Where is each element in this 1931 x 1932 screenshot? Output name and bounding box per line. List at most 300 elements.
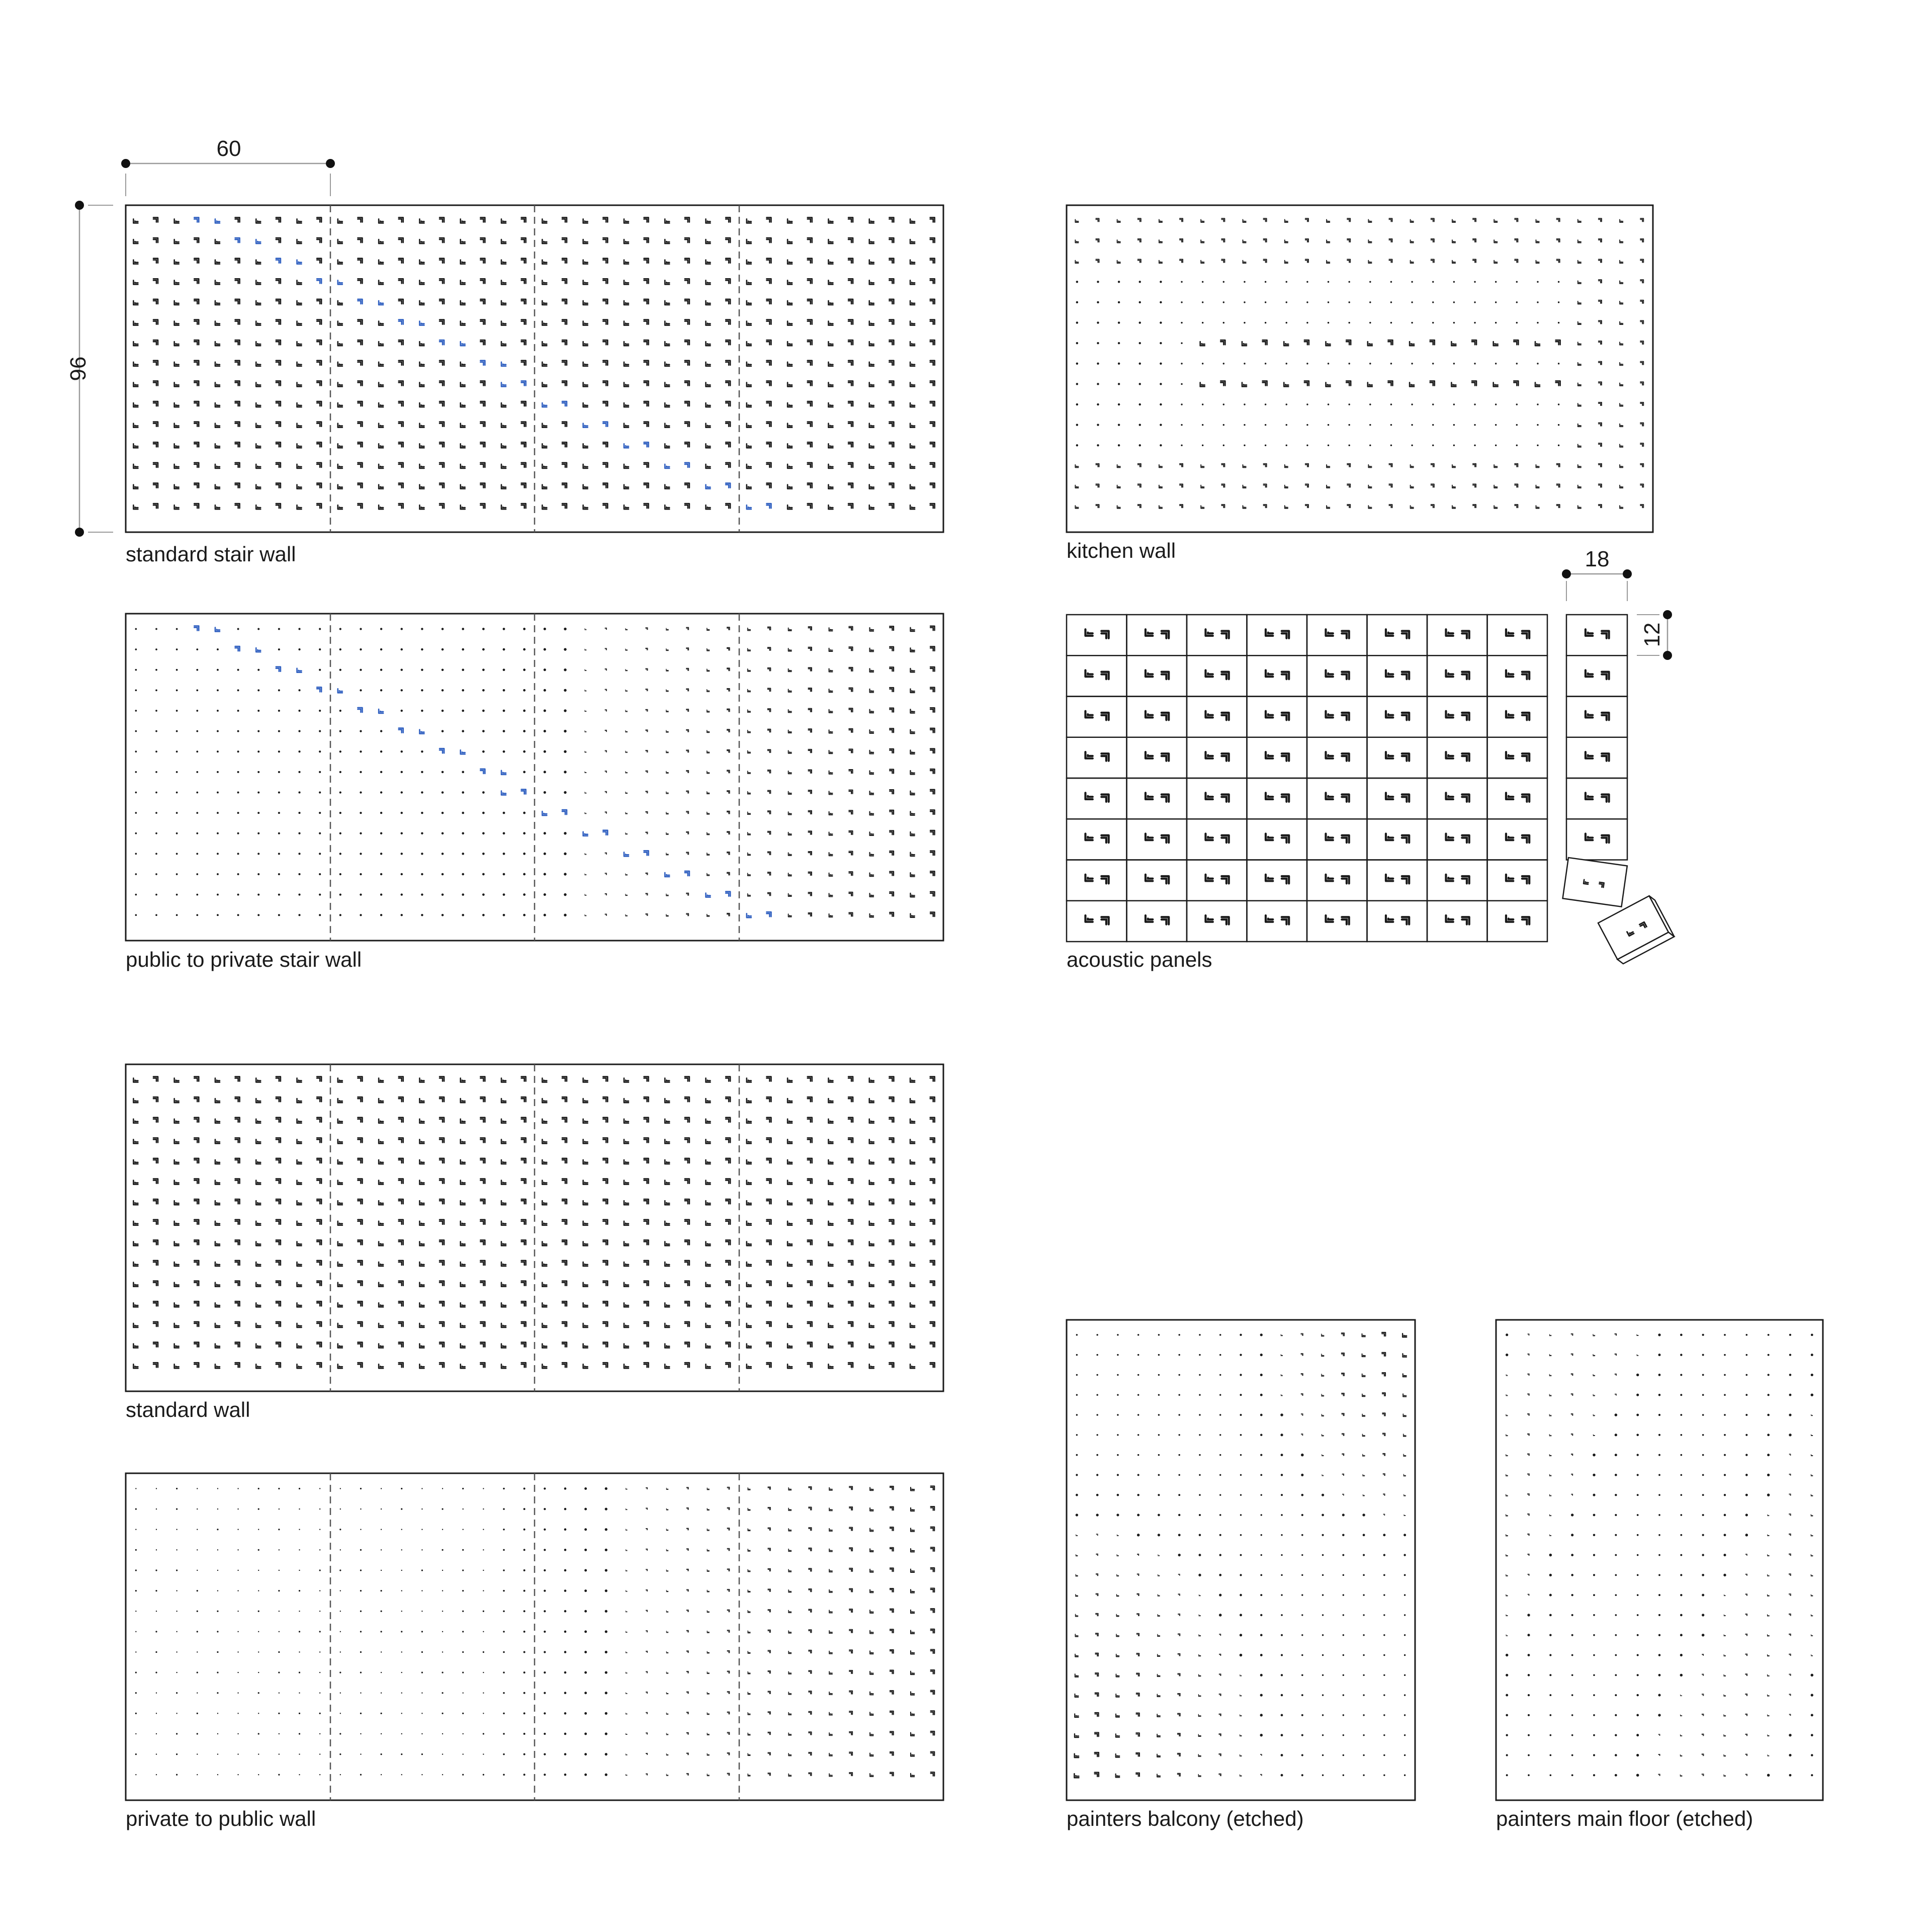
perforation-mark [1402, 876, 1409, 883]
perforation-dot [1453, 301, 1455, 303]
perforation-mark [646, 1712, 647, 1714]
perforation-mark [1363, 1494, 1364, 1496]
perforation-dot [544, 873, 546, 875]
perforation-dot [523, 1631, 525, 1633]
perforation-mark [1506, 1574, 1508, 1576]
perforation-mark [686, 1712, 688, 1714]
perforation-dot [564, 893, 566, 896]
perforation-mark [930, 361, 935, 365]
perforation-mark [644, 1076, 649, 1081]
perforation-dot [584, 1732, 587, 1735]
perforation-mark [686, 1549, 688, 1551]
perforation-mark [1586, 670, 1593, 677]
perforation-mark [768, 1569, 770, 1571]
perforation-dot [176, 628, 178, 630]
perforation-mark [1198, 1695, 1200, 1697]
perforation-mark [583, 260, 588, 264]
perforation-dot [1571, 1694, 1573, 1696]
perforation-dot [1615, 1434, 1617, 1436]
perforation-dot [1219, 1574, 1221, 1576]
perforation-mark [646, 1549, 647, 1550]
perforation-dot [1495, 403, 1497, 405]
acoustic-tile [1187, 615, 1247, 655]
perforation-dot [1571, 1574, 1573, 1576]
perforation-dot [1474, 363, 1475, 364]
perforation-mark [1550, 1515, 1551, 1516]
perforation-dot [339, 853, 341, 855]
perforation-mark [889, 1342, 894, 1347]
perforation-dot [381, 1651, 382, 1652]
perforation-dot [217, 648, 219, 650]
perforation-mark [848, 381, 853, 385]
perforation-mark [1402, 753, 1409, 761]
perforation-dot [298, 853, 300, 855]
perforation-dot [1223, 301, 1224, 303]
perforation-mark [1549, 1414, 1551, 1416]
perforation-dot [340, 1611, 341, 1612]
perforation-dot [1681, 1494, 1683, 1496]
perforation-dot [155, 690, 157, 692]
perforation-mark [685, 1281, 689, 1286]
perforation-dot [217, 1651, 218, 1653]
perforation-mark [1219, 1634, 1221, 1636]
perforation-mark [787, 260, 792, 264]
perforation-mark [1452, 240, 1455, 243]
perforation-mark [1768, 1754, 1769, 1756]
perforation-mark [1556, 505, 1559, 508]
perforation-mark [256, 485, 260, 489]
perforation-mark [215, 424, 220, 428]
perforation-dot [544, 689, 546, 692]
perforation-mark [133, 382, 138, 386]
perforation-dot [1076, 444, 1078, 446]
perforation-mark [461, 1241, 465, 1245]
perforation-mark [1219, 1754, 1221, 1756]
perforation-mark [461, 382, 465, 386]
perforation-dot [1223, 281, 1224, 283]
perforation-mark [480, 1322, 485, 1326]
perforation-mark [215, 505, 220, 509]
perforation-dot [1789, 1374, 1792, 1376]
perforation-mark [644, 1240, 649, 1244]
perforation-mark [1528, 1594, 1529, 1595]
perforation-dot [1680, 1534, 1682, 1536]
perforation-dot [1702, 1394, 1704, 1396]
perforation-mark [1342, 876, 1349, 883]
perforation-dot [299, 1774, 300, 1775]
perforation-mark [562, 361, 567, 365]
perforation-dot [503, 832, 505, 834]
perforation-dot [1549, 1634, 1551, 1636]
perforation-mark [747, 1303, 751, 1307]
perforation-dot [442, 812, 444, 814]
perforation-mark [419, 1241, 424, 1245]
perforation-mark [1462, 631, 1469, 638]
panel-public-to-private-stair-wall [126, 614, 943, 971]
perforation-mark [1116, 1714, 1119, 1717]
perforation-mark [1402, 672, 1409, 679]
perforation-dot [1658, 1494, 1660, 1496]
perforation-mark [931, 1752, 935, 1756]
perforation-mark [889, 1301, 894, 1306]
perforation-mark [379, 444, 383, 448]
perforation-mark [768, 1507, 770, 1510]
perforation-dot [421, 832, 423, 834]
perforation-mark [194, 483, 199, 488]
perforation-mark [829, 1569, 832, 1572]
perforation-mark [911, 1569, 914, 1572]
perforation-dot [278, 1774, 280, 1776]
perforation-mark [133, 280, 138, 284]
perforation-mark [1452, 465, 1455, 468]
perforation-dot [503, 1774, 505, 1776]
perforation-mark [930, 769, 935, 774]
perforation-mark [767, 811, 770, 814]
perforation-dot [1432, 403, 1434, 405]
perforation-mark [1243, 465, 1246, 468]
perforation-mark [626, 772, 628, 773]
perforation-dot [1097, 403, 1099, 405]
perforation-mark [1473, 464, 1476, 467]
perforation-mark [440, 1076, 444, 1081]
perforation-dot [1745, 1374, 1747, 1376]
perforation-mark [1136, 1673, 1139, 1676]
perforation-dot [544, 1549, 546, 1551]
perforation-mark [501, 239, 506, 243]
perforation-dot [1181, 343, 1182, 344]
perforation-dot [237, 1693, 238, 1694]
perforation-mark [174, 1119, 179, 1123]
perforation-mark [808, 340, 812, 345]
acoustic-tile [1566, 778, 1627, 819]
perforation-mark [603, 361, 607, 365]
perforation-mark [849, 1527, 852, 1530]
perforation-mark [1724, 1674, 1726, 1676]
perforation-mark [256, 1221, 260, 1225]
perforation-dot [197, 1508, 198, 1509]
perforation-mark [849, 1752, 852, 1755]
perforation-mark [338, 1160, 342, 1164]
perforation-mark [767, 729, 770, 732]
perforation-dot [339, 914, 341, 916]
perforation-mark [910, 301, 915, 305]
perforation-mark [1282, 672, 1289, 679]
perforation-dot [584, 1692, 587, 1694]
perforation-mark [624, 1099, 629, 1103]
perforation-mark [1342, 1474, 1344, 1475]
dimension-height [65, 201, 113, 537]
perforation-dot [1199, 1474, 1200, 1476]
perforation-mark [665, 1099, 669, 1103]
perforation-mark [461, 342, 465, 346]
perforation-mark [133, 1323, 138, 1327]
perforation-mark [767, 709, 770, 712]
perforation-dot [155, 1671, 157, 1673]
perforation-dot [584, 1671, 587, 1674]
perforation-mark [542, 1099, 547, 1103]
perforation-dot [1076, 424, 1078, 426]
perforation-mark [665, 1364, 669, 1368]
perforation-mark [153, 1301, 158, 1306]
perforation-dot [155, 628, 157, 630]
perforation-mark [1586, 793, 1593, 799]
perforation-mark [338, 1303, 342, 1307]
perforation-dot [401, 853, 403, 855]
perforation-dot [1615, 1454, 1617, 1456]
perforation-mark [870, 730, 874, 733]
perforation-mark [1180, 239, 1183, 242]
perforation-dot [1474, 403, 1475, 405]
perforation-dot [421, 750, 423, 752]
perforation-dot [1571, 1554, 1573, 1556]
perforation-dot [1343, 1775, 1344, 1776]
perforation-mark [1076, 1594, 1078, 1597]
perforation-mark [1159, 240, 1162, 243]
perforation-mark [706, 1181, 711, 1185]
perforation-mark [480, 1220, 485, 1224]
perforation-mark [666, 1631, 668, 1633]
perforation-dot [1342, 1534, 1345, 1537]
perforation-mark [644, 463, 649, 467]
perforation-dot [299, 1508, 300, 1509]
perforation-dot [299, 1611, 300, 1612]
perforation-mark [889, 1281, 894, 1286]
perforation-dot [1244, 403, 1245, 405]
perforation-dot [1199, 1374, 1200, 1376]
perforation-mark [1327, 506, 1330, 509]
perforation-mark [665, 342, 669, 346]
perforation-dot [1658, 1614, 1660, 1616]
perforation-mark [276, 1179, 281, 1184]
perforation-mark [707, 628, 710, 630]
perforation-mark [1368, 219, 1371, 222]
perforation-mark [297, 301, 302, 305]
perforation-dot [1558, 363, 1559, 364]
perforation-mark [767, 872, 770, 875]
perforation-mark [1347, 484, 1350, 487]
perforation-dot [237, 771, 239, 773]
perforation-mark [585, 628, 586, 630]
perforation-mark [706, 1241, 711, 1245]
perforation-dot [1811, 1374, 1813, 1376]
perforation-mark [1745, 1594, 1747, 1595]
perforation-mark [1388, 381, 1392, 385]
perforation-dot [564, 1549, 567, 1551]
perforation-mark [1075, 1674, 1079, 1677]
perforation-mark [685, 381, 689, 385]
perforation-mark [358, 1220, 362, 1224]
perforation-dot [258, 1651, 259, 1652]
perforation-mark [829, 1733, 832, 1735]
perforation-mark [215, 301, 220, 305]
perforation-dot [1767, 1414, 1769, 1416]
perforation-dot [462, 1488, 464, 1489]
perforation-mark [1494, 465, 1497, 468]
perforation-mark [1146, 833, 1153, 840]
perforation-dot [584, 1774, 587, 1776]
perforation-dot [339, 812, 341, 814]
perforation-dot [1240, 1614, 1242, 1616]
perforation-dot [258, 1570, 259, 1571]
perforation-dot [298, 771, 300, 773]
perforation-mark [297, 1262, 302, 1266]
perforation-dot [176, 792, 178, 794]
perforation-mark [1162, 917, 1169, 924]
perforation-mark [686, 913, 689, 916]
perforation-mark [748, 1713, 750, 1715]
perforation-mark [1136, 1753, 1139, 1756]
perforation-mark [583, 832, 588, 836]
perforation-dot [544, 914, 546, 916]
perforation-mark [707, 751, 710, 753]
perforation-mark [562, 238, 567, 242]
perforation-mark [849, 627, 852, 630]
perforation-mark [1681, 1715, 1682, 1716]
perforation-mark [1117, 1535, 1118, 1536]
perforation-mark [1095, 1693, 1099, 1696]
perforation-dot [1179, 1474, 1180, 1476]
perforation-mark [1528, 1414, 1530, 1416]
perforation-mark [133, 1139, 138, 1143]
perforation-dot [1383, 1775, 1385, 1776]
perforation-dot [380, 832, 382, 834]
perforation-mark [419, 1303, 424, 1307]
perforation-mark [603, 503, 607, 508]
perforation-mark [1473, 239, 1476, 242]
perforation-mark [1431, 464, 1434, 467]
perforation-dot [196, 894, 198, 896]
perforation-mark [787, 1323, 792, 1327]
perforation-mark [889, 483, 894, 488]
perforation-mark [646, 1487, 647, 1489]
perforation-mark [174, 1241, 179, 1245]
perforation-dot [1506, 1754, 1508, 1756]
perforation-dot [1363, 1534, 1365, 1536]
perforation-dot [523, 710, 525, 712]
perforation-mark [1178, 1634, 1180, 1636]
perforation-mark [707, 1672, 709, 1674]
perforation-dot [1199, 1494, 1201, 1496]
perforation-mark [603, 1322, 607, 1326]
perforation-mark [1549, 1435, 1551, 1436]
perforation-dot [196, 648, 198, 650]
perforation-dot [564, 1528, 567, 1531]
perforation-mark [828, 239, 833, 243]
perforation-mark [727, 709, 730, 711]
perforation-mark [317, 217, 321, 222]
perforation-dot [319, 628, 321, 630]
perforation-mark [1240, 1695, 1242, 1696]
perforation-mark [644, 483, 649, 488]
perforation-mark [1549, 1374, 1551, 1376]
perforation-dot [1328, 363, 1329, 364]
perforation-mark [1528, 1394, 1530, 1396]
perforation-mark [1593, 1394, 1595, 1396]
perforation-dot [523, 771, 525, 773]
perforation-mark [1446, 915, 1453, 922]
perforation-mark [603, 1076, 607, 1081]
perforation-mark [809, 1589, 812, 1592]
perforation-dot [1181, 445, 1182, 446]
perforation-mark [626, 812, 628, 814]
perforation-mark [665, 444, 669, 448]
perforation-mark [626, 710, 628, 712]
perforation-mark [930, 238, 935, 242]
perforation-dot [1768, 1394, 1770, 1396]
perforation-mark [1180, 505, 1183, 508]
perforation-mark [889, 463, 894, 467]
perforation-mark [1640, 362, 1643, 365]
perforation-dot [1265, 281, 1266, 283]
perforation-mark [1138, 260, 1141, 263]
perforation-dot [360, 1651, 362, 1653]
perforation-mark [1506, 1454, 1508, 1456]
perforation-dot [298, 628, 300, 630]
perforation-mark [787, 505, 792, 509]
perforation-mark [1640, 443, 1643, 446]
perforation-mark [849, 790, 852, 794]
perforation-mark [1446, 793, 1453, 799]
perforation-mark [828, 1160, 833, 1164]
perforation-mark [624, 1139, 629, 1143]
perforation-dot [1322, 1514, 1324, 1517]
perforation-dot [483, 1774, 484, 1776]
perforation-dot [1363, 1594, 1364, 1595]
perforation-dot [564, 1569, 567, 1572]
perforation-mark [1789, 1494, 1791, 1495]
perforation-dot [1348, 322, 1350, 323]
perforation-mark [1116, 1594, 1118, 1597]
perforation-mark [1326, 382, 1331, 386]
perforation-mark [235, 340, 240, 345]
perforation-mark [766, 1240, 771, 1244]
perforation-dot [339, 1529, 341, 1530]
perforation-mark [1811, 1515, 1813, 1516]
perforation-dot [1301, 1494, 1303, 1496]
perforation-dot [1558, 322, 1559, 323]
perforation-mark [153, 1281, 158, 1286]
perforation-dot [1495, 445, 1497, 446]
perforation-mark [869, 464, 874, 468]
perforation-mark [727, 1773, 729, 1775]
perforation-mark [1301, 1333, 1303, 1335]
perforation-mark [727, 852, 730, 855]
perforation-mark [910, 811, 914, 815]
perforation-mark [1199, 1674, 1201, 1676]
perforation-mark [1146, 711, 1153, 718]
perforation-dot [1363, 1714, 1364, 1716]
perforation-dot [605, 1712, 607, 1715]
perforation-dot [1723, 1574, 1726, 1576]
perforation-mark [379, 1221, 383, 1225]
perforation-mark [910, 403, 915, 407]
perforation-mark [1549, 1334, 1551, 1336]
perforation-mark [153, 483, 158, 488]
perforation-mark [419, 1160, 424, 1164]
perforation-dot [1432, 301, 1434, 303]
perforation-mark [1178, 1673, 1180, 1676]
perforation-mark [562, 1261, 567, 1265]
perforation-mark [788, 750, 792, 753]
perforation-dot [421, 893, 423, 895]
perforation-mark [626, 1651, 627, 1653]
perforation-mark [829, 1549, 832, 1551]
perforation-mark [542, 424, 547, 428]
perforation-dot [462, 1651, 464, 1653]
perforation-dot [1680, 1394, 1682, 1396]
perforation-dot [503, 628, 505, 630]
perforation-mark [1326, 711, 1333, 718]
